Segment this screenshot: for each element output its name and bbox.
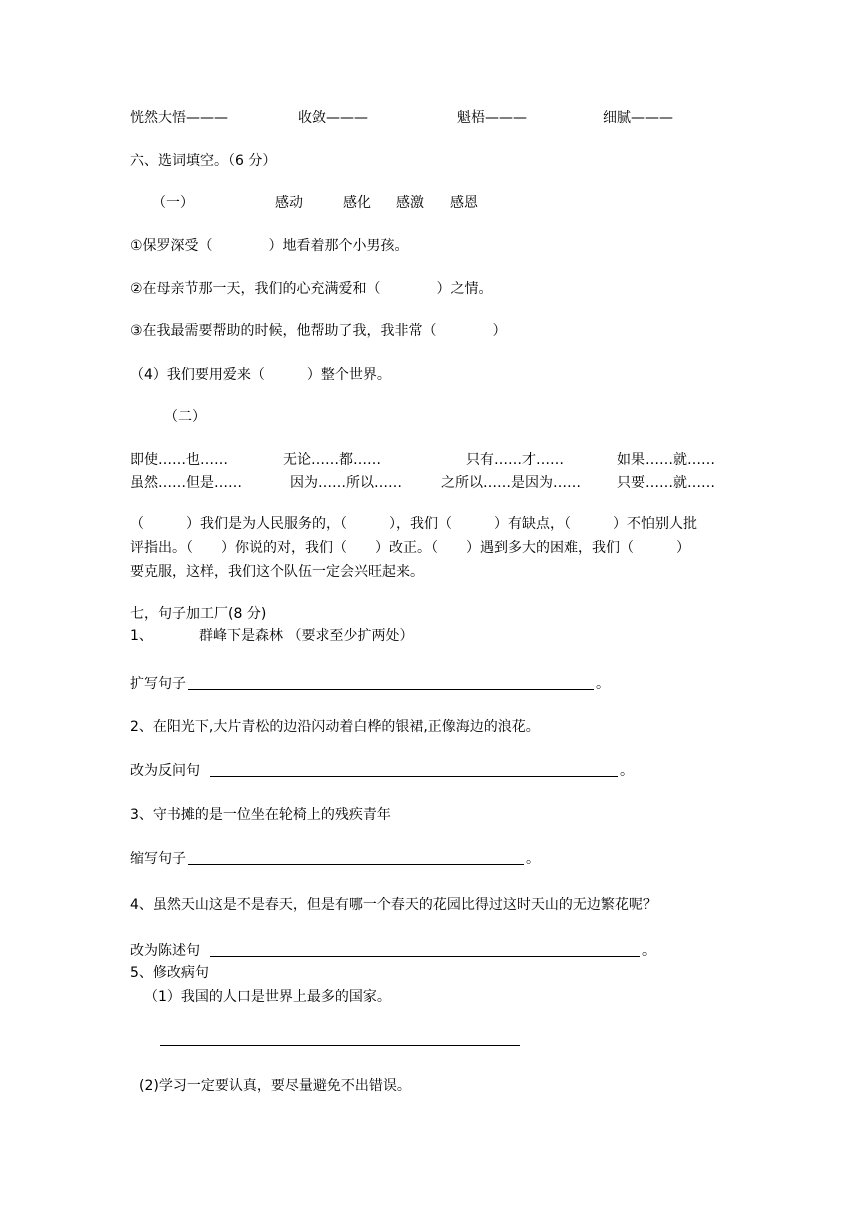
q4-answer-label: 改为陈述句 — [130, 943, 200, 959]
word-xini: 细腻——— — [603, 110, 673, 126]
word-huangran: 恍然大悟——— — [130, 110, 228, 126]
conj-r2-1: 虽然……但是…… — [130, 475, 242, 491]
q2-period: 。 — [620, 763, 634, 779]
q2-text: 2、在阳光下,大片青松的边沿闪动着白桦的银裙,正像海边的浪花。 — [130, 719, 540, 735]
q3-text: 3、守书摊的是一位坐在轮椅上的残疾青年 — [130, 807, 391, 823]
q3-period: 。 — [526, 851, 540, 867]
q1-answer-line[interactable] — [188, 689, 594, 690]
conj-r2-3: 之所以……是因为…… — [441, 475, 581, 491]
q1-text: 群峰下是森林 （要求至少扩两处） — [199, 628, 414, 644]
option-gandong: 感动 — [275, 195, 303, 211]
q4-text: 4、虽然天山这是不是春天，但是有哪一个春天的花园比得过这时天山的无边繁花呢？ — [130, 897, 657, 913]
q3-answer-line[interactable] — [188, 864, 524, 865]
section7-title: 七，句子加工厂(8 分) — [130, 606, 267, 622]
conj-r2-2: 因为……所以…… — [290, 475, 402, 491]
q4-answer-line[interactable] — [210, 956, 640, 957]
word-shoulian: 收敛——— — [298, 110, 368, 126]
conj-paragraph-line-2: 评指出。（ ）你说的对，我们（ ）改正。（ ）遇到多大的困难，我们（ ） — [130, 540, 690, 556]
q5-sentence-1: （1）我国的人口是世界上最多的国家。 — [144, 989, 391, 1005]
conj-r1-1: 即使……也…… — [130, 452, 228, 468]
conj-r1-3: 只有……才…… — [466, 452, 564, 468]
option-ganji: 感激 — [396, 195, 424, 211]
option-ganhua: 感化 — [343, 195, 371, 211]
option-ganen: 感恩 — [450, 195, 478, 211]
conj-r1-2: 无论……都…… — [283, 452, 381, 468]
conj-paragraph-line-3: 要克服，这样，我们这个队伍一定会兴旺起来。 — [130, 564, 424, 580]
fill-item-1: ①保罗深受（ ）地看着那个小男孩。 — [130, 238, 409, 254]
fill-item-2: ②在母亲节那一天，我们的心充满爱和（ ）之情。 — [130, 281, 493, 297]
part2-label: （二） — [164, 409, 206, 425]
q3-answer-label: 缩写句子 — [130, 851, 186, 867]
q1-period: 。 — [596, 676, 610, 692]
q1-number: 1、 — [130, 628, 153, 644]
q1-answer-label: 扩写句子 — [130, 676, 186, 692]
section6-title: 六、选词填空。（6 分） — [130, 153, 277, 169]
q2-answer-line[interactable] — [210, 776, 618, 777]
q5-sentence-2: (2)学习一定要认真，要尽量避免不出错误。 — [139, 1078, 411, 1094]
word-kuiwu: 魁梧——— — [457, 110, 527, 126]
q2-answer-label: 改为反问句 — [130, 763, 200, 779]
conj-r2-4: 只要……就…… — [617, 475, 715, 491]
part1-label: （一） — [152, 195, 194, 211]
fill-item-4: （4）我们要用爱来（ ）整个世界。 — [130, 367, 391, 383]
conj-paragraph-line-1: （ ）我们是为人民服务的，（ ），我们（ ）有缺点，（ ）不怕别人批 — [130, 516, 697, 532]
q5-title: 5、修改病句 — [130, 965, 209, 981]
fill-item-3: ③在我最需要帮助的时候，他帮助了我，我非常（ ） — [130, 323, 507, 339]
conj-r1-4: 如果……就…… — [617, 452, 715, 468]
q5-answer-line[interactable] — [160, 1045, 520, 1046]
q4-period: 。 — [642, 943, 656, 959]
